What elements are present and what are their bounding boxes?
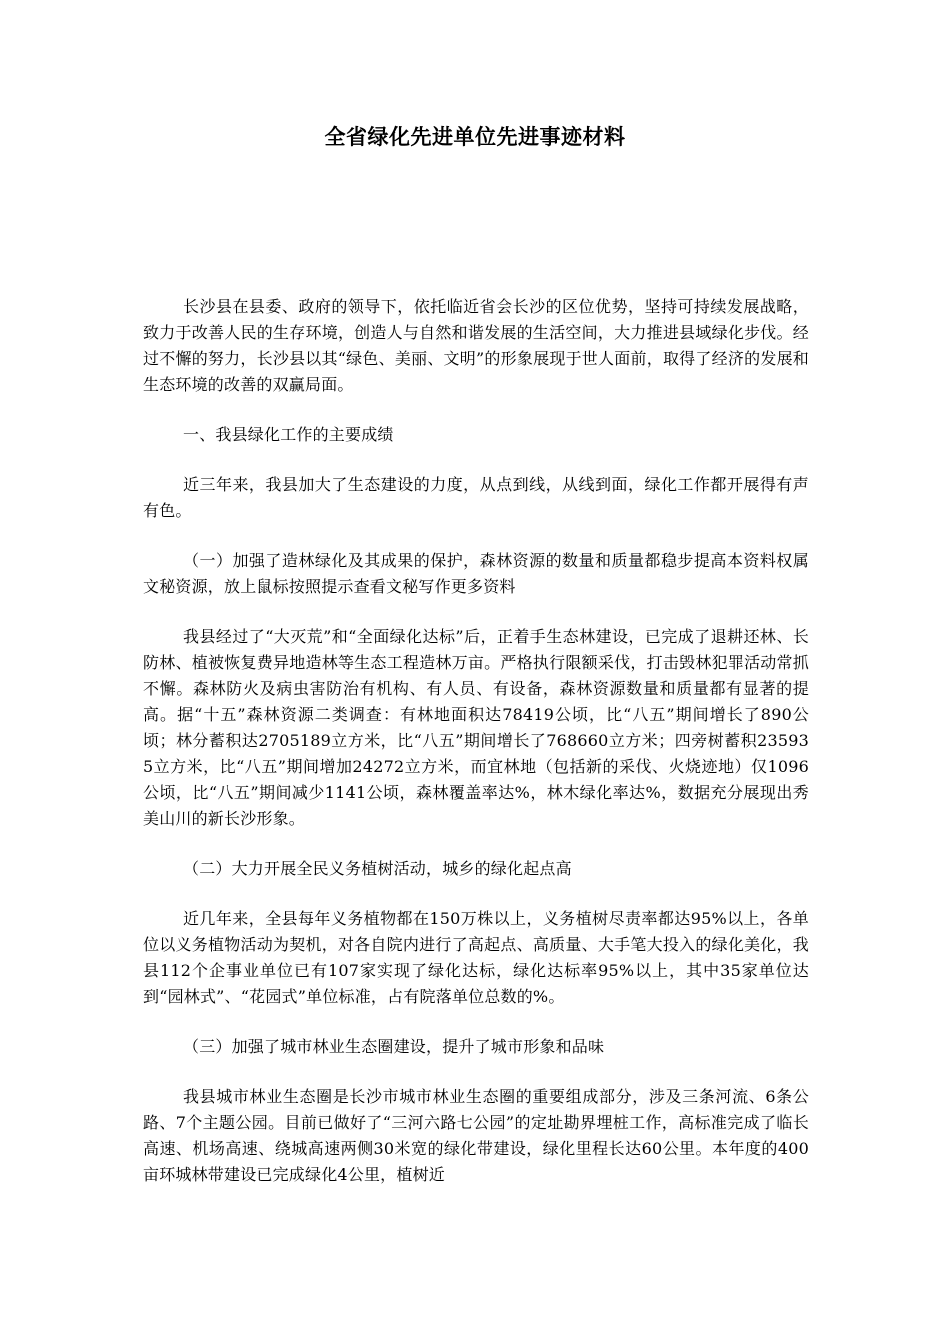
intro-paragraph: 长沙县在县委、政府的领导下，依托临近省会长沙的区位优势，坚持可持续发展战略，致力于改善人民的生存环境，创造人与自然和谐发展的生活空间，大力推进县域绿化步伐。经过不懈的努力，长沙县以其“绿色、美丽、文明”的形象展现于世人面前，取得了经济的发展和生态环境的改善的双赢局面。 bbox=[143, 297, 809, 394]
document-body bbox=[143, 294, 809, 1212]
subsection-heading-1: （一）加强了造林绿化及其成果的保护，森林资源的数量和质量都稳步提高本资料权属文秘资源，放上鼠标按照提示查看文秘写作更多资料 bbox=[143, 551, 809, 596]
body-paragraph: 我县经过了“大灭荒”和“全面绿化达标”后，正着手生态林建设，已完成了退耕还林、长防林、植被恢复费异地造林等生态工程造林万亩。严格执行限额采伐，打击毁林犯罪活动常抓不懈。森林防火及病虫害防治有机构、有人员、有设备，森林资源数量和质量都有显著的提高。据“十五”森林资源二类调查：有林地面积达78419公顷，比“八五”期间增长了890公顷；林分蓄积达2705189立方米，比“八五”期间增长了768660立方米；四旁树蓄积235935立方米，比“八五”期间增加24272立方米，而宜林地（包括新的采伐、火烧迹地）仅1096公顷，比“八五”期间减少1141公顷，森林覆盖率达%，林木绿化率达%，数据充分展现出秀美山川的新长沙形象。 bbox=[143, 627, 809, 828]
body-paragraph: 近三年来，我县加大了生态建设的力度，从点到线，从线到面，绿化工作都开展得有声有色。 bbox=[143, 475, 809, 520]
body-paragraph: 我县城市林业生态圈是长沙市城市林业生态圈的重要组成部分，涉及三条河流、6条公路、7个主题公园。目前已做好了“三河六路七公园”的定址勘界埋桩工作，高标准完成了临长高速、机场高速、绕城高速两侧30米宽的绿化带建设，绿化里程长达60公里。本年度的400亩环城林带建设已完成绿化4公里，植树近 bbox=[143, 1087, 809, 1184]
section-heading-achievements: 一、我县绿化工作的主要成绩 bbox=[183, 425, 394, 444]
subsection-heading-2: （二）大力开展全民义务植树活动，城乡的绿化起点高 bbox=[183, 859, 572, 878]
body-paragraph: 近几年来，全县每年义务植物都在150万株以上，义务植树尽责率都达95%以上，各单位以义务植物活动为契机，对各自院内进行了高起点、高质量、大手笔大投入的绿化美化，我县112个企事业单位已有107家实现了绿化达标，绿化达标率95%以上，其中35家单位达到“园林式”、“花园式”单位标准，占有院落单位总数的%。 bbox=[143, 909, 809, 1006]
subsection-heading-3: （三）加强了城市林业生态圈建设，提升了城市形象和品味 bbox=[183, 1037, 605, 1056]
document-title: 全省绿化先进单位先进事迹材料 bbox=[324, 125, 626, 149]
